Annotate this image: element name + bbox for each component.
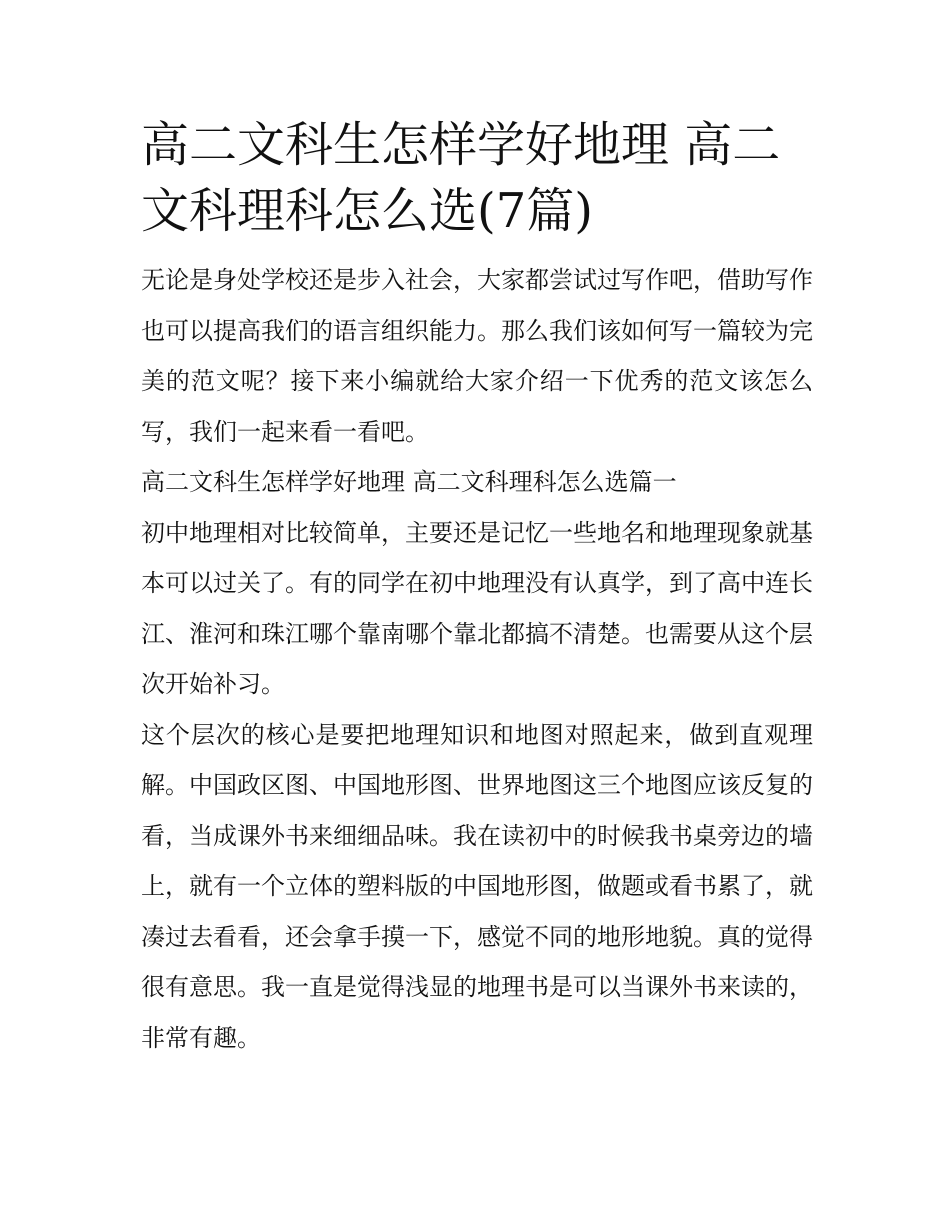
body-paragraph-1: 初中地理相对比较简单，主要还是记忆一些地名和地理现象就基本可以过关了。有的同学在初中地理没有认真学，到了高中连长江、淮河和珠江哪个靠南哪个靠北都搞不清楚。也需要从这个层次开始补习。	[141, 518, 813, 698]
section-heading: 高二文科生怎样学好地理 高二文科理科怎么选篇一	[141, 468, 677, 496]
document-title: 高二文科生怎样学好地理 高二文科理科怎么选(7篇)	[141, 117, 781, 239]
document-page	[141, 112, 813, 1063]
body-paragraph-2: 这个层次的核心是要把地理知识和地图对照起来，做到直观理解。中国政区图、中国地形图、世界地图这三个地图应该反复的看，当成课外书来细细品味。我在读初中的时候我书桌旁边的墙上，就有一个立体的塑料版的中国地形图，做题或看书累了，就凑过去看看，还会拿手摸一下，感觉不同的地形地貌。真的觉得很有意思。我一直是觉得浅显的地理书是可以当课外书来读的，非常有趣。	[141, 720, 813, 1052]
intro-paragraph: 无论是身处学校还是步入社会，大家都尝试过写作吧，借助写作也可以提高我们的语言组织能力。那么我们该如何写一篇较为完美的范文呢？接下来小编就给大家介绍一下优秀的范文该怎么写，我们一起来看一看吧。	[141, 266, 813, 446]
